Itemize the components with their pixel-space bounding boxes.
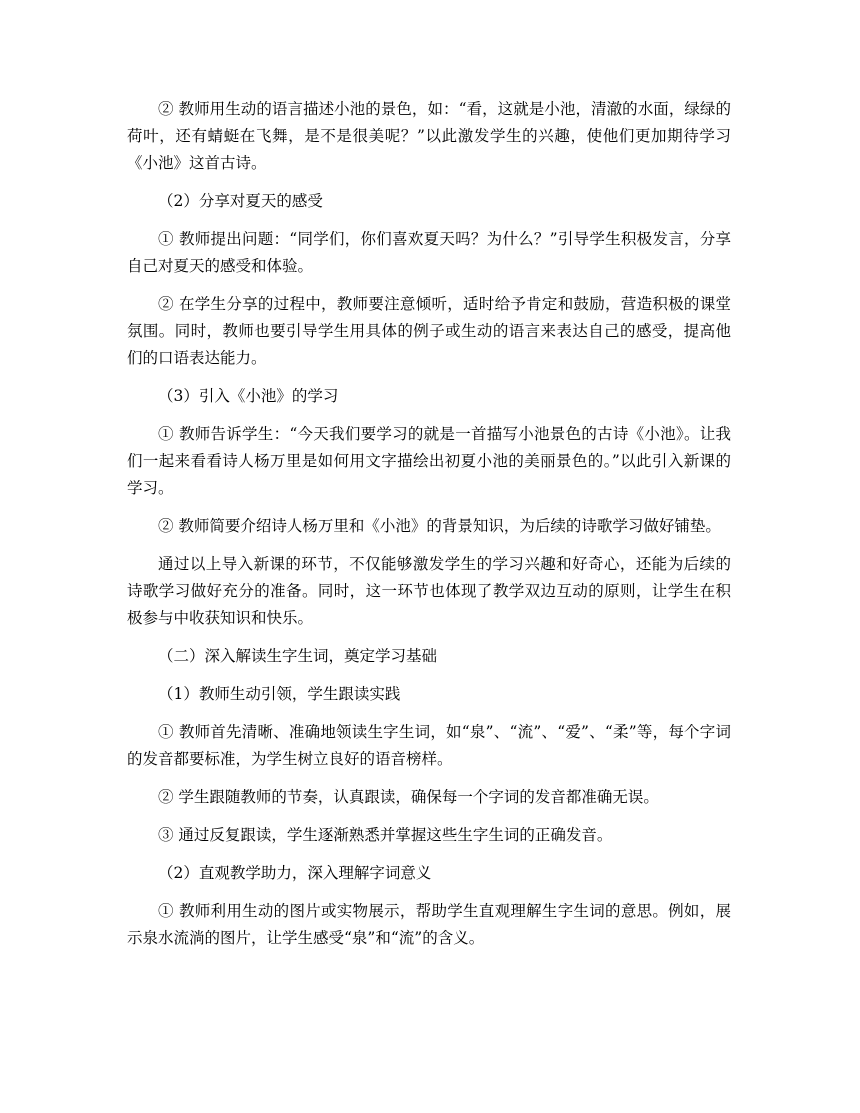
paragraph-visual-examples: ① 教师利用生动的图片或实物展示，帮助学生直观理解生字生词的意思。例如，展示泉水流淌的图片，让学生感受“泉”和“流”的含义。: [127, 902, 731, 947]
paragraph-teacher-tells-students: ① 教师告诉学生：“今天我们要学习的就是一首描写小池景色的古诗《小池》。让我们一起来看看诗人杨万里是如何用文字描绘出初夏小池的美丽景色的。”以此引入新课的学习。: [127, 425, 731, 497]
paragraph-teacher-lead-reading: ① 教师首先清晰、准确地领读生字生词，如“泉”、“流”、“爱”、“柔”等，每个字词的发音都要标准，为学生树立良好的语音榜样。: [127, 723, 731, 768]
section-heading-vocabulary: （二）深入解读生字生词，奠定学习基础: [158, 647, 438, 665]
subheading-introduce-poem: （3）引入《小池》的学习: [158, 387, 339, 405]
paragraph-teacher-question: ① 教师提出问题：“同学们，你们喜欢夏天吗？为什么？”引导学生积极发言，分享自己对夏天的感受和体验。: [127, 230, 731, 275]
paragraph-poet-background: ② 教师简要介绍诗人杨万里和《小池》的背景知识，为后续的诗歌学习做好铺垫。: [158, 517, 721, 535]
subheading-summer-feelings: （2）分享对夏天的感受: [158, 192, 323, 210]
paragraph-students-follow: ② 学生跟随教师的节奏，认真跟读，确保每一个字词的发音都准确无误。: [158, 788, 659, 806]
document-page: [127, 96, 731, 963]
subheading-visual-teaching: （2）直观教学助力，深入理解字词意义: [158, 864, 432, 882]
subheading-lead-reading: （1）教师生动引领，学生跟读实践: [158, 685, 401, 703]
paragraph-repeated-reading: ③ 通过反复跟读，学生逐渐熟悉并掌握这些生字生词的正确发音。: [158, 826, 613, 844]
paragraph-intro-summary: 通过以上导入新课的环节，不仅能够激发学生的学习兴趣和好奇心，还能为后续的诗歌学习做好充分的准备。同时，这一环节也体现了教学双边互动的原则，让学生在积极参与中收获知识和快乐。: [127, 555, 731, 627]
paragraph-listening-encouragement: ② 在学生分享的过程中，教师要注意倾听，适时给予肯定和鼓励，营造积极的课堂氛围。同时，教师也要引导学生用具体的例子或生动的语言来表达自己的感受，提高他们的口语表达能力。: [127, 295, 731, 367]
paragraph-pool-description: ② 教师用生动的语言描述小池的景色，如：“看，这就是小池，清澈的水面，绿绿的荷叶，还有蜻蜓在飞舞，是不是很美呢？”以此激发学生的兴趣，使他们更加期待学习《小池》这首古诗。: [127, 100, 731, 172]
